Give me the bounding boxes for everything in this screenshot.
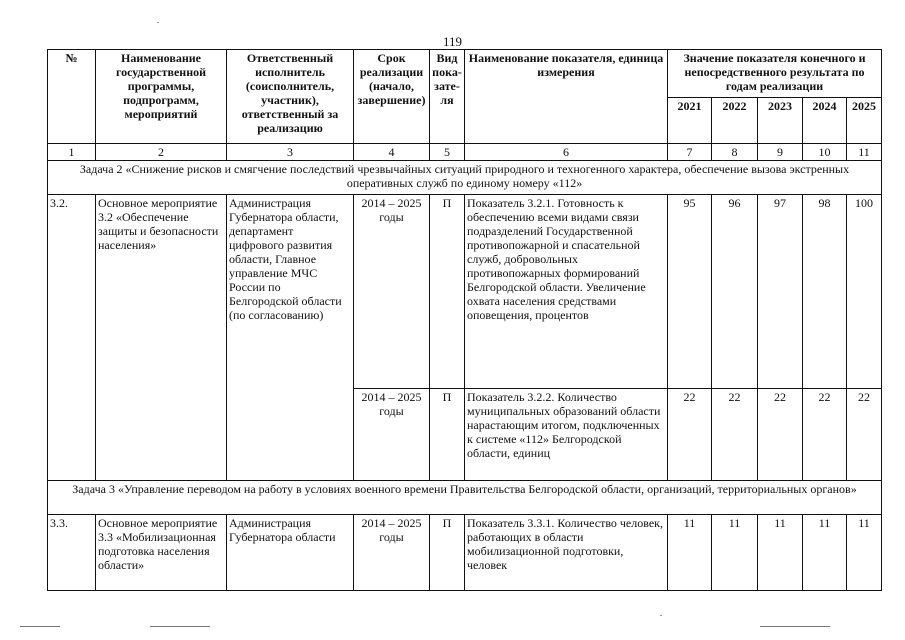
column-number: 5 — [430, 144, 465, 161]
scan-speck — [157, 22, 159, 23]
column-number: 4 — [354, 144, 430, 161]
row-3-2-executor: Администрация Губернатора области, департамент цифрового развития области, Главное управление МЧС России по Белгородской области (по согласованию) — [227, 195, 354, 481]
header-year: 2021 — [668, 98, 712, 144]
column-number: 10 — [803, 144, 847, 161]
header-name: Наименование государственной программы, подпрограмм, мероприятий — [96, 50, 227, 144]
program-table — [47, 49, 882, 591]
indicator-3-3-1-name: Показатель 3.3.1. Количество человек, работающих в области мобилизационной подготовки, человек — [465, 515, 668, 591]
indicator-3-3-1-value-2025: 11 — [847, 515, 882, 591]
page-edge-line — [760, 626, 830, 627]
indicator-3-2-2-value-2021: 22 — [668, 389, 712, 481]
indicator-3-2-2-value-2025: 22 — [847, 389, 882, 481]
header-type: Вид пока-зате-ля — [430, 50, 465, 144]
indicator-3-3-1-value-2021: 11 — [668, 515, 712, 591]
header-values-group: Значение показателя конечного и непосредственного результата по годам реализации — [668, 50, 882, 98]
column-number: 8 — [712, 144, 758, 161]
indicator-3-2-2-value-2024: 22 — [803, 389, 847, 481]
indicator-3-2-2-value-2023: 22 — [758, 389, 803, 481]
header-year: 2025 — [847, 98, 882, 144]
indicator-3-2-1-value-2022: 96 — [712, 195, 758, 389]
indicator-3-2-1-value-2023: 97 — [758, 195, 803, 389]
indicator-3-2-1-name: Показатель 3.2.1. Готовность к обеспечению всеми видами связи подразделений Государственной противопожарной и спасательной служб, добровольных противопожарных формирований Белгородской области. Увеличение охвата населения средствами оповещения, процентов — [465, 195, 668, 389]
row-3-3-number: 3.3. — [48, 515, 96, 591]
indicator-3-2-1-term: 2014 – 2025 годы — [354, 195, 430, 389]
indicator-3-2-2-name: Показатель 3.2.2. Количество муниципальных образований области нарастающим итогом, подключенных к системе «112» Белгородской области, единиц — [465, 389, 668, 481]
indicator-3-2-1-value-2025: 100 — [847, 195, 882, 389]
row-3-2-name: Основное мероприятие 3.2 «Обеспечение защиты и безопасности населения» — [96, 195, 227, 481]
header-year: 2022 — [712, 98, 758, 144]
page-edge-line — [150, 626, 210, 627]
column-number: 7 — [668, 144, 712, 161]
task-2-heading: Задача 2 «Снижение рисков и смягчение последствий чрезвычайных ситуаций природного и техногенного характера, обеспечение вызова экстренных оперативных служб по единому номеру «112» — [48, 161, 882, 195]
indicator-3-2-2-term: 2014 – 2025 годы — [354, 389, 430, 481]
page-edge-line — [20, 626, 60, 627]
row-3-2-number: 3.2. — [48, 195, 96, 481]
column-number: 2 — [96, 144, 227, 161]
indicator-3-2-1-type: П — [430, 195, 465, 389]
column-number: 1 — [48, 144, 96, 161]
column-number: 11 — [847, 144, 882, 161]
page-number: 119 — [442, 34, 463, 49]
scan-speck — [660, 615, 662, 616]
task-3-heading: Задача 3 «Управление переводом на работу в условиях военного времени Правительства Белгородской области, организаций, территориальных органов» — [48, 481, 882, 515]
header-term: Срок реализации (начало, завершение) — [354, 50, 430, 144]
indicator-3-3-1-value-2024: 11 — [803, 515, 847, 591]
row-3-3-name: Основное мероприятие 3.3 «Мобилизационная подготовка населения области» — [96, 515, 227, 591]
indicator-3-2-2-value-2022: 22 — [712, 389, 758, 481]
column-number: 3 — [227, 144, 354, 161]
indicator-3-2-1-value-2021: 95 — [668, 195, 712, 389]
header-year: 2024 — [803, 98, 847, 144]
indicator-3-3-1-value-2023: 11 — [758, 515, 803, 591]
column-number: 9 — [758, 144, 803, 161]
column-number: 6 — [465, 144, 668, 161]
indicator-3-3-1-value-2022: 11 — [712, 515, 758, 591]
row-3-3-executor: Администрация Губернатора области — [227, 515, 354, 591]
header-executor: Ответственный исполнитель (соисполнитель, участник), ответственный за реализацию — [227, 50, 354, 144]
header-year: 2023 — [758, 98, 803, 144]
header-no: № — [48, 50, 96, 144]
header-indicator: Наименование показателя, единица измерения — [465, 50, 668, 144]
indicator-3-3-1-term: 2014 – 2025 годы — [354, 515, 430, 591]
indicator-3-2-1-value-2024: 98 — [803, 195, 847, 389]
indicator-3-2-2-type: П — [430, 389, 465, 481]
indicator-3-3-1-type: П — [430, 515, 465, 591]
